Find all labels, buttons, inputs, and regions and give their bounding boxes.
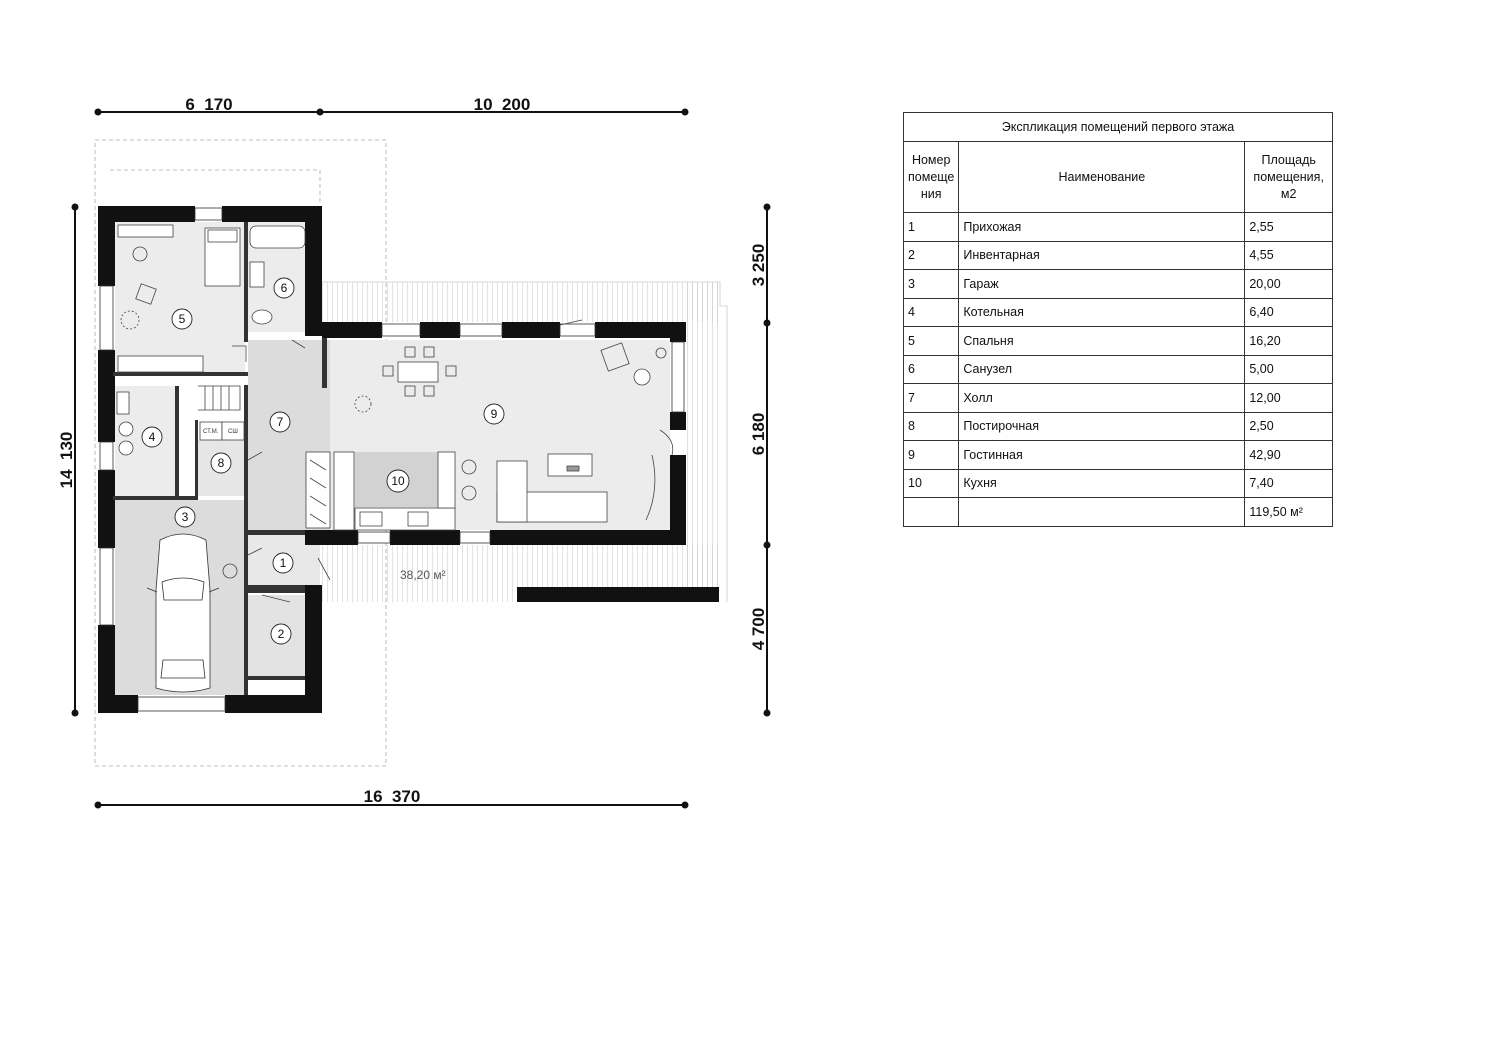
room-area-cell: 16,20 — [1245, 327, 1333, 356]
island-icon — [438, 452, 455, 508]
boiler-icon — [119, 422, 133, 436]
room-name-cell: Гараж — [959, 270, 1245, 299]
room-marker-6 — [274, 278, 294, 298]
bed-icon — [205, 228, 240, 286]
room-marker-7 — [270, 412, 290, 432]
room-area-cell: 2,50 — [1245, 412, 1333, 441]
dim-left: 14 130 — [57, 431, 76, 489]
room-name-cell: Инвентарная — [959, 241, 1245, 270]
room-number-cell: 1 — [904, 213, 959, 242]
room-number-cell: 4 — [904, 298, 959, 327]
room-area-cell: 20,00 — [1245, 270, 1333, 299]
toilet-icon — [252, 310, 272, 324]
table-row — [904, 441, 1333, 470]
room-number-cell: 10 — [904, 469, 959, 498]
room-number-cell: 2 — [904, 241, 959, 270]
room-name-cell: Гостинная — [959, 441, 1245, 470]
header-name: Наименование — [959, 142, 1245, 213]
table-row — [904, 327, 1333, 356]
dim-bottom: 16 370 — [363, 787, 421, 806]
coffee-table-icon — [548, 454, 592, 476]
dryer-label: СШ — [228, 429, 238, 435]
terrace-beam — [517, 587, 719, 602]
total-area-cell: 119,50 м² — [1245, 498, 1333, 527]
room-name-cell: Котельная — [959, 298, 1245, 327]
svg-text:1: 1 — [279, 556, 287, 570]
dim-top-right: 10 200 — [473, 95, 531, 114]
table-row — [904, 270, 1333, 299]
table-row — [904, 241, 1333, 270]
room-number-cell: 3 — [904, 270, 959, 299]
room-marker-10 — [387, 470, 409, 492]
room-area-cell: 42,90 — [1245, 441, 1333, 470]
room-marker-2 — [271, 624, 291, 644]
room-number-cell: 8 — [904, 412, 959, 441]
shelf-icon — [306, 452, 330, 528]
svg-text:8: 8 — [217, 456, 225, 470]
table-row — [904, 298, 1333, 327]
room-area-cell: 12,00 — [1245, 384, 1333, 413]
room-marker-4 — [142, 427, 162, 447]
explication-table — [903, 112, 1333, 527]
room-name-cell: Кухня — [959, 469, 1245, 498]
room-marker-5 — [172, 309, 192, 329]
dim-right-bottom: 4 700 — [749, 607, 768, 651]
dim-top-left: 6 170 — [185, 95, 233, 114]
room-area-cell: 5,00 — [1245, 355, 1333, 384]
room-marker-8 — [211, 453, 231, 473]
room-area-cell: 4,55 — [1245, 241, 1333, 270]
sink-icon — [250, 262, 264, 287]
svg-text:7: 7 — [276, 415, 284, 429]
room-name-cell: Прихожая — [959, 213, 1245, 242]
room-name-cell: Холл — [959, 384, 1245, 413]
table-row — [904, 213, 1333, 242]
header-number: Номер помеще ния — [904, 142, 959, 213]
empty-cell — [904, 498, 959, 527]
desk-icon — [118, 225, 173, 237]
room-number-cell: 7 — [904, 384, 959, 413]
bathtub-icon — [250, 226, 305, 248]
table-row — [904, 384, 1333, 413]
total-row — [904, 498, 1333, 527]
room-marker-1 — [273, 553, 293, 573]
svg-text:6: 6 — [280, 281, 288, 295]
kitchen-counter-icon — [334, 452, 354, 530]
washer-label: СТ.М. — [203, 429, 219, 435]
room-name-cell: Санузел — [959, 355, 1245, 384]
svg-text:10: 10 — [391, 474, 405, 488]
dining-table-icon — [398, 362, 438, 382]
room-area-cell: 7,40 — [1245, 469, 1333, 498]
room-number-cell: 5 — [904, 327, 959, 356]
dim-right-mid: 6 180 — [749, 412, 768, 456]
svg-text:9: 9 — [490, 407, 498, 421]
svg-text:4: 4 — [148, 430, 156, 444]
room-area-cell: 2,55 — [1245, 213, 1333, 242]
svg-text:3: 3 — [181, 510, 189, 524]
room-number-cell: 6 — [904, 355, 959, 384]
explication-body — [904, 213, 1333, 527]
lamp-icon — [634, 369, 650, 385]
wardrobe-icon — [118, 356, 203, 372]
dim-right-top: 3 250 — [749, 243, 768, 287]
room-number-cell: 9 — [904, 441, 959, 470]
explication-title: Экспликация помещений первого этажа — [904, 113, 1333, 142]
table-row — [904, 355, 1333, 384]
svg-text:5: 5 — [178, 312, 186, 326]
table-row — [904, 469, 1333, 498]
room-name-cell: Спальня — [959, 327, 1245, 356]
svg-text:2: 2 — [277, 627, 285, 641]
room-area-cell: 6,40 — [1245, 298, 1333, 327]
terrace-area-label: 38,20 м² — [400, 568, 446, 582]
room-name-cell: Постирочная — [959, 412, 1245, 441]
table-row — [904, 412, 1333, 441]
room-marker-3 — [175, 507, 195, 527]
room-marker-9 — [484, 404, 504, 424]
header-area: Площадь помещения, м2 — [1245, 142, 1333, 213]
empty-cell — [959, 498, 1245, 527]
